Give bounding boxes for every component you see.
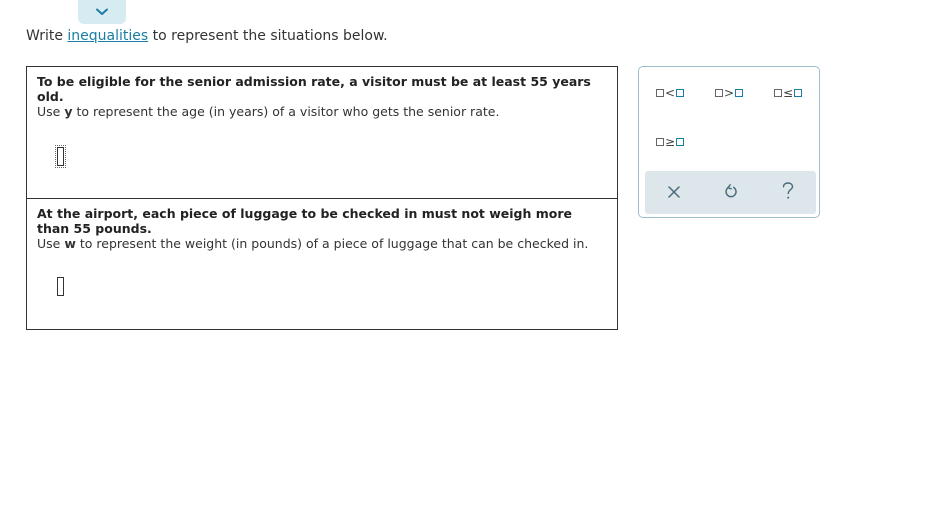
instruction-suffix: to represent the weight (in pounds) of a piece of luggage that can be checked in.: [75, 236, 589, 251]
instruction-suffix: to represent the age (in years) of a visitor who gets the senior rate.: [72, 104, 500, 119]
instructions-suffix: to represent the situations below.: [148, 28, 388, 44]
instruction-prefix: Use: [37, 104, 65, 119]
problem-2: [27, 198, 617, 329]
greater-than-button[interactable]: >: [709, 82, 749, 104]
problem-statement: At the airport, each piece of luggage to be checked in must not weigh more than 55 pounds.: [37, 206, 573, 236]
chevron-down-icon: [96, 8, 108, 16]
problem-statement: To be eligible for the senior admission rate, a visitor must be at least 55 years old.: [37, 74, 591, 104]
less-than-button[interactable]: <: [650, 82, 690, 104]
greater-equal-button[interactable]: ≥: [650, 131, 690, 153]
problem-instruction: [37, 236, 607, 251]
instructions-prefix: Write: [26, 28, 68, 44]
clear-button[interactable]: [654, 171, 694, 214]
less-equal-button[interactable]: ≤: [768, 82, 808, 104]
instruction-prefix: Use: [37, 236, 65, 251]
action-bar: [645, 171, 816, 214]
help-question-icon: [782, 182, 794, 204]
math-toolbar: [638, 66, 820, 218]
help-button[interactable]: [768, 171, 808, 214]
answer-input[interactable]: [57, 147, 64, 166]
variable-name: w: [64, 236, 76, 251]
clear-x-icon: [668, 183, 680, 202]
variable-name: y: [64, 104, 73, 119]
undo-button[interactable]: [711, 171, 751, 214]
answer-input[interactable]: [57, 277, 64, 296]
problem-1: [27, 67, 617, 198]
instructions: [26, 27, 388, 45]
problem-instruction: [37, 104, 607, 119]
problems-panel: [26, 66, 618, 330]
undo-icon: [724, 183, 738, 203]
inequalities-link[interactable]: inequalities: [67, 28, 149, 44]
collapse-tab[interactable]: [78, 0, 126, 24]
